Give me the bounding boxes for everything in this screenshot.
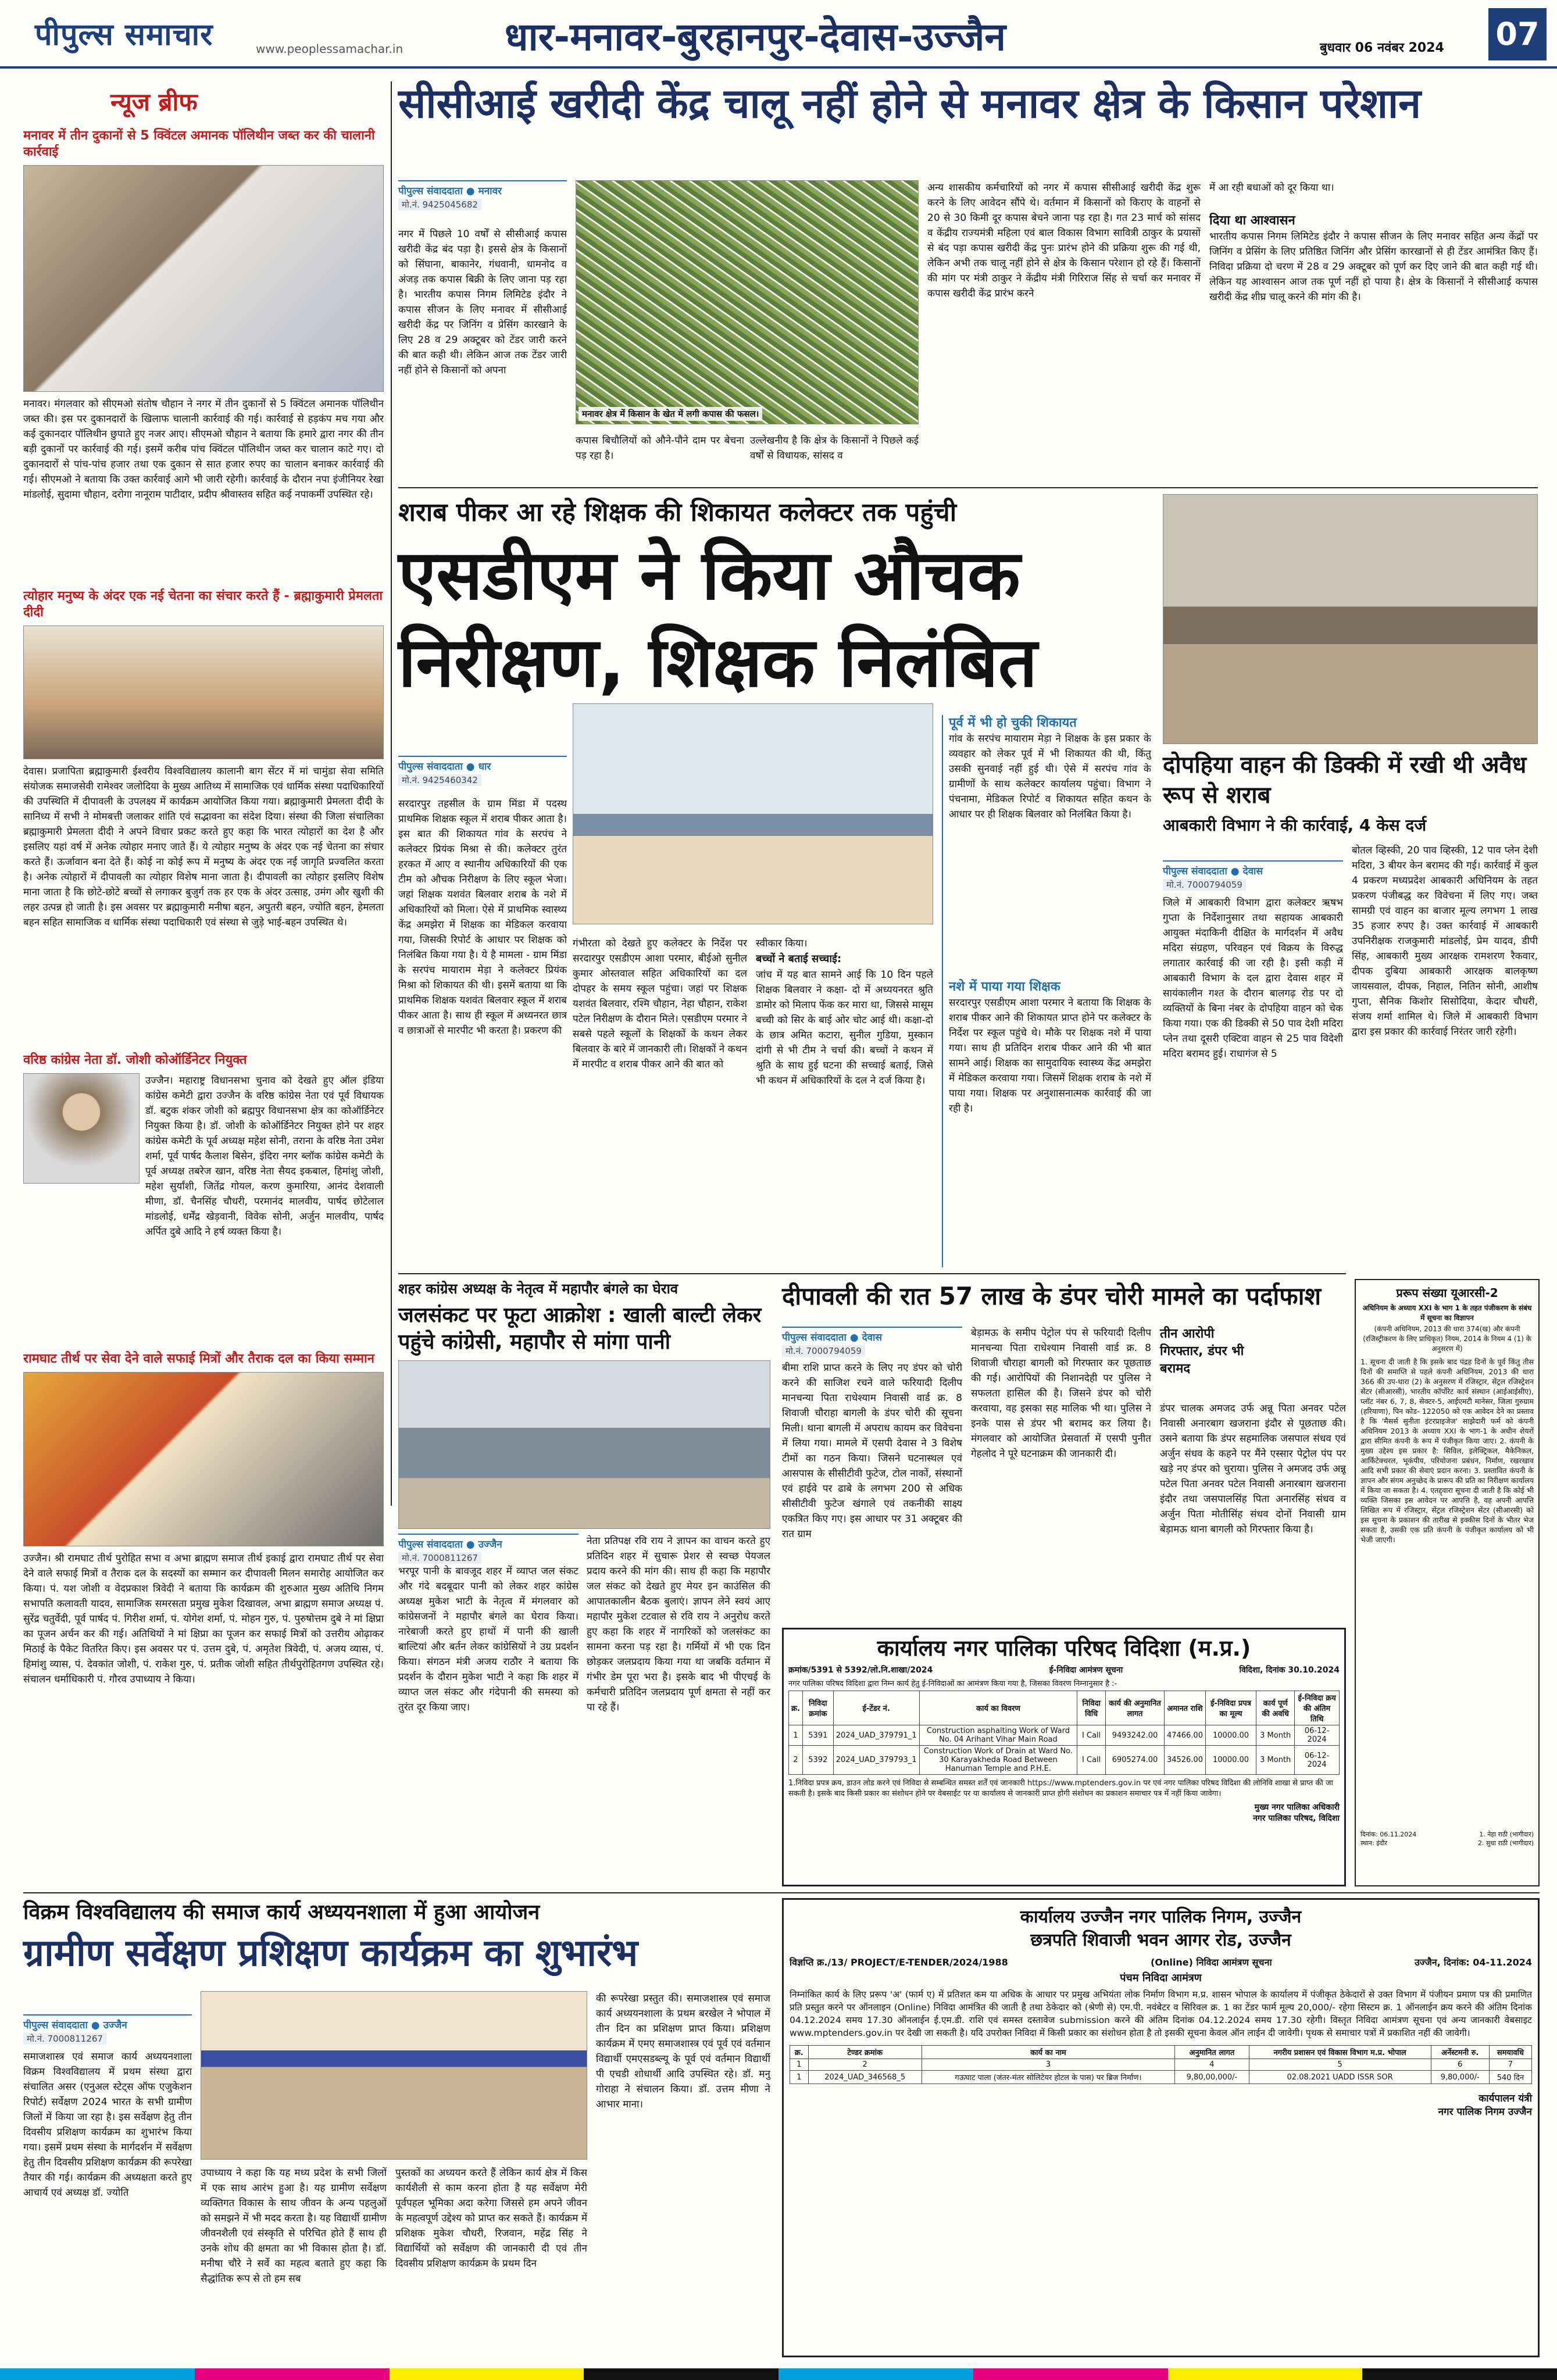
sdm-byline (398, 756, 567, 786)
top-story-col5 (1209, 180, 1538, 477)
table-row (789, 1746, 1340, 1775)
table-cell: 2 (789, 1746, 803, 1775)
table-cell: 10000.00 (1205, 1725, 1256, 1746)
ujjain-ref: विज्ञप्ति क्र./13/ PROJECT/E-TENDER/2024/1988 (790, 1957, 1008, 1968)
dumper-byline (782, 1327, 962, 1357)
box1-body: गांव के सरपंच मायाराम मेड़ा ने शिक्षक के इस प्रकार के व्यवहार को लेकर पूर्व में भी शिकायत की थी, किंतु उसकी सुनवाई नहीं हुई थी। ऐसे में सरपंच गांव के ग्रामीणों के साथ कलेक्टर कार्यालय पहुंचा। विभाग ने पंचनामा, मेडिकल रिपोर्ट व शिकायत सहित कथन के आधार पर ही शिक्षक बिलवार को निलंबित किया है। (949, 733, 1151, 820)
box1-title: पूर्व में भी हो चुकी शिकायत (949, 716, 1077, 730)
liquor-story (1163, 494, 1538, 1267)
byline-text: पीपुल्स संवाददाता ● उज्जैन (398, 1539, 502, 1550)
table-cell: 540 दिन (1489, 2071, 1531, 2084)
table-cell: 7 (1489, 2059, 1531, 2071)
dumper-headline: दीपावली की रात 57 लाख के डंपर चोरी मामले का पर्दाफाश (782, 1282, 1322, 1310)
excise-seizure-photo (1163, 494, 1538, 744)
training-photo (201, 1991, 587, 2160)
cotton-photo-caption: मनावर क्षेत्र में किसान के खेत में लगी कपास की फसल। (578, 407, 762, 421)
vidisha-header-1: निविदा क्रमांक (802, 1691, 833, 1725)
vidisha-date: विदिशा, दिनांक 30.10.2024 (1239, 1666, 1340, 1675)
brief-4-title: रामघाट तीर्थ पर सेवा देने वाले सफाई मित्रों और तैराक दल का किया सम्मान (23, 1352, 374, 1366)
ujjain-sub2: पंचम निविदा आमंत्रण (1120, 1972, 1202, 1984)
table-cell: 10000.00 (1205, 1746, 1256, 1775)
ujjain-sign-1: कार्यपालन यंत्री (1479, 2093, 1532, 2104)
brief-2-photo (23, 626, 384, 759)
table-cell: 5392 (802, 1746, 833, 1775)
urc-title: प्ररूप संख्या यूआरसी-2 (1396, 1286, 1498, 1300)
sdm-headline-1: एसडीएम ने किया औचक (398, 535, 1020, 615)
col3-subhead: बच्चों ने बताई सच्चाई: (756, 953, 842, 965)
byline-mobile: मो.नं. 7000811267 (23, 2033, 106, 2045)
top-story-col2: कपास बिचौलियों को औने-पौने दाम पर बेचना पड़ रहा है। (576, 435, 744, 462)
top-story-col4: अन्य शासकीय कर्मचारियों को नगर में कपास सीसीआई खरीदी केंद्र शुरू करने के लिए आवेदन सौंपे थे। वर्तमान में किसानों को किराए के वाहनों से 20 से 30 किमी दूर कपास बेचने जाना पड़ रहा है। गत 23 मार्च को सांसद व केंद्रीय राज्यमंत्री महिला एवं बाल विकास विभाग सावित्री ठाकुर के प्रयासों से बंद पड़ा कपास खरीदी केंद्र पुनः प्रारंभ होने की प्रक्रिया शुरू की गई थी, लेकिन अभी तक चालू नहीं होने से क्षेत्र के किसान परेशान हो रहे हैं। किसानों की मांग पर मंत्री ठाकुर ने केंद्रीय मंत्री गिरिराज सिंह से चर्चा कर मनावर में कपास खरीदी केंद्र प्रारंभ करने (927, 182, 1201, 299)
table-cell: I Call (1077, 1746, 1106, 1775)
byline-text: पीपुल्स संवाददाता ● उज्जैन (23, 2020, 127, 2031)
congress-col1: भरपूर पानी के बावजूद शहर में व्याप्त जल संकट और गंदे बदबूदार पानी को लेकर शहर कांग्रेस अध्यक्ष मुकेश भाटी के नेतृत्व में मंगलवार को कांग्रेसजनों ने महापौर बंगले का घेराव किया। नारेबाजी करते हुए हाथों में पानी की खाली बाल्टियां और बर्तन लेकर कांग्रेसियों ने उग्र प्रदर्शन किया। संगठन मंत्री अजय राठौर ने बताया कि प्रदर्शन के दौरान मुकेश भाटी ने कहा कि शहर में व्याप्त जल संकट और गंदेपानी की समस्या को तुरंत दूर किया जाए। (398, 1566, 578, 1713)
table-cell: 34526.00 (1164, 1746, 1205, 1775)
issue-date: बुधवार 06 नवंबर 2024 (1320, 41, 1444, 55)
vikram-col1: समाजशास्त्र एवं समाज कार्य अध्ययनशाला विक्रम विश्वविद्यालय में प्रथम संस्था द्वारा संचालित असर (एनुअल स्टेट्स ऑफ एजुकेशन रिपोर्ट) सर्वेक्षण 2024 भारत के सभी ग्रामीण जिलों में किया जा रहा है। इस सर्वेक्षण हेतु तीन दिवसीय प्रशिक्षण कार्यक्रम का शुभारंभ किया गया। इसमें प्रथम संस्था के मार्गदर्शन में सर्वेक्षण हेतु तीन दिवसीय प्रशिक्षण कार्यक्रम की रूपरेखा तैयार की गई। कार्यक्रम की अध्यक्षता करते हुए आचार्य एवं अध्यक्ष डॉ. ज्योति (23, 2051, 192, 2199)
table-row (789, 1725, 1340, 1746)
brief-1-body: मनावर। मंगलवार को सीएमओ संतोष चौहान ने नगर में तीन दुकानों से 5 क्विंटल अमानक पॉलिथीन जब्त की। इस पर दुकानदारों के खिलाफ चालानी कार्रवाई की गई। कार्रवाई से हड़कंप मच गया और कई दुकानदार पॉलिथीन छुपाते हुए नजर आए। सीएमओ चौहान ने बताया कि हमारे द्वारा नगर की तीन बड़ी दुकानों पर कार्रवाई की गई। इसमें करीब पांच क्विंटल पॉलिथीन जब्त कर चालान काटे गए। दो दुकानदारों से पांच-पांच हजार तथा एक दुकान से सात हजार रुपए का चालान बनाकर कार्रवाई की गई। सीएमओ ने बताया कि उक्त कार्रवाई आगे भी जारी रहेगी। कार्रवाई के दौरान नपा इंजीनियर रेखा मांडलोई, सुदामा चौहान, दरोगा नानूराम पाटीदार, प्रदीप श्रीवास्तव सहित कई नपाकर्मी उपस्थित रहे। (23, 398, 384, 501)
vidisha-header-2: ई-टेंडर नं. (833, 1691, 919, 1725)
vidisha-header-4: निविदा विधि (1077, 1691, 1106, 1725)
vidisha-header-6: अमानत राशि (1164, 1691, 1205, 1725)
ujjain-header-6: समयावधि (1489, 2046, 1531, 2059)
table-cell: 2024_UAD_346568_5 (808, 2071, 922, 2084)
byline-mobile: मो.नं. 9425045682 (398, 199, 481, 210)
urc-sub: अधिनियम के अध्याय XXI के भाग 1 के तहत पंजीकरण के संबंध में सूचना का विज्ञापन (1362, 1304, 1532, 1322)
top-story-byline (398, 180, 567, 210)
table-cell: Construction asphalting Work of Ward No. 04 Arihant Vihar Main Road (919, 1725, 1077, 1746)
vidisha-header-7: ई-निविदा प्रपत्र का मूल्य (1205, 1691, 1256, 1725)
sdm-col3 (756, 936, 933, 1262)
ujjain-subject: (Online) निविदा आमंत्रण सूचना (1151, 1957, 1272, 1968)
col5-lead: में आ रही बधाओं को दूर किया था। (1209, 182, 1334, 194)
table-cell: 5 (1249, 2059, 1431, 2071)
ujjain-title-1: कार्यालय उज्जैन नगर पालिक निगम, उज्जैन (1020, 1907, 1302, 1927)
ujjain-header-1: टेण्डर क्रमांक (808, 2046, 922, 2059)
byline-text: पीपुल्स संवाददाता ● मनावर (398, 185, 502, 197)
table-cell: गऊघाट पाला (जंतर-मंतर सोलिटेयर होटल के पास) पर ब्रिज निर्माण। (922, 2071, 1174, 2084)
sdm-kicker: शराब पीकर आ रहे शिक्षक की शिकायत कलेक्टर तक पहुंची (398, 498, 957, 527)
sdm-headline-2: निरीक्षण, शिक्षक निलंबित (398, 622, 1038, 702)
news-brief-label: न्यूज ब्रीफ (110, 88, 198, 116)
ujjain-header-0: क्र. (790, 2046, 809, 2059)
urc-date: दिनांक: 06.11.2024 (1360, 1831, 1417, 1838)
sdm-inspection-photo (573, 703, 933, 924)
table-cell: 1 (789, 1725, 803, 1746)
table-cell: 06-12-2024 (1295, 1725, 1340, 1746)
vikram-kicker: विक्रम विश्वविद्यालय की समाज कार्य अध्ययनशाला में हुआ आयोजन (23, 1900, 540, 1924)
vidisha-header-0: क्र. (789, 1691, 803, 1725)
table-cell: 2024_UAD_379793_1 (833, 1746, 919, 1775)
table-cell: 06-12-2024 (1295, 1746, 1340, 1775)
top-story-headline: सीसीआई खरीदी केंद्र चालू नहीं होने से मनावर क्षेत्र के किसान परेशान (398, 80, 1421, 127)
table-cell: 47466.00 (1164, 1725, 1205, 1746)
ujjain-header-4: नगरीय प्रशासन एवं विकास विभाग म.प्र. भोपाल (1249, 2046, 1431, 2059)
congress-kicker: शहर कांग्रेस अध्यक्ष के नेतृत्व में महापौर बंगले का घेराव (398, 1281, 678, 1297)
ujjain-tender-notice (782, 1898, 1540, 2357)
brief-2-body: देवास। प्रजापिता ब्रह्माकुमारी ईश्वरीय विश्वविद्यालय कालानी बाग सेंटर में मां चामुंडा सेवा समिति संयोजक समाजसेवी रामेश्वर जलोदिया के मुख्य आतिथ्य में सामाजिक एवं धार्मिक संस्था पदाधिकारियों की उपस्थिति में दीपावली के उपलक्ष्य में कार्यक्रम आयोजित किया गया। ब्रह्माकुमारी प्रेमलता दीदी के सानिध्य में सभी ने मोमबत्ती जलाकर शांति एवं सद्भावना का संदेश दिया। संस्था की जिला संचालिका ब्रह्माकुमारी प्रेमलता दीदी ने अपने विचार प्रकट करते हुए कहा कि भारत त्योहारों का देश है और इसलिए यहां वर्ष में अनेक त्योहार मनाए जाते हैं। ये त्योहार मनुष्य के अंदर एक नई चेतना का संचार करते हैं। ऊर्जावान बना देते हैं। कोई ना कोई रूप में मनुष्य के अंदर एक नई जागृति प्रज्वलित करता है। अनेक त्योहारों में दीपावली का त्योहार विशेष माना जाता है। दीपावली का त्योहार इसलिए विशेष माना जाता है कि छोटे-छोटे बच्चों से लगाकर बुजुर्ग तक हर एक के अंदर उत्साह, उमंग और खुशी की लहर उत्पन्न हो जाती है। इस अवसर पर ब्रह्माकुमारी मनीषा बहन, अपुतरी बहन, ज्योति बहन, हेमलता बहन सहित सामाजिक व धार्मिक संस्था पदाधिकारी एवं संस्था से जुड़े भाई-बहन उपस्थित थे। (23, 766, 384, 928)
liquor-col2: बोतल व्हिस्की, 20 पाव व्हिस्की, 12 पाव प्लेन देशी मदिरा, 3 बीयर केन बरामद की गई। कार्रवाई में कुल 4 प्रकरण मध्यप्रदेश आबकारी अधिनियम के तहत प्रकरण पंजीबद्ध कर विवेचना में लिए गए। जब्त सामग्री एवं वाहन का बाजार मूल्य लगभग 1 लाख 35 हजार रुपए है। उक्त कार्रवाई में आबकारी उपनिरीक्षक राजकुमारी मांडलोई, प्रेम यादव, डीपी सिंह, आबकारी मुख्य आरक्षक रामशरण रैकवार, दीपक दुबिया आबकारी आरक्षक बालकृष्ण जायसवाल, दीपक, निहाल, नितिन सोनी, आशीष गुप्ता, सैनिक किशोर सिसोदिया, केदार चौधरी, संजय शर्मा शामिल थे। जिले में आबकारी विभाग द्वारा इस प्रकार की कार्रवाई निरंतर जारी रहेगी। (1352, 845, 1538, 1038)
vidisha-footer: 1.निविदा प्रपत्र क्रय, डाउन लोड करने एवं निविदा से सम्बन्धित समस्त शर्तें एवं जानकारी https://www.mptenders.gov.in पर एवं नगर पालिका परिषद विदिशा की लोनिवि शाखा से प्राप्त की जा सकती है। इसके बाद किसी प्रकार का संशोधन होने पर वेबसाईट पर या कार्यालय से जानकारी प्राप्त होगी संशोधन का प्रकाशन समाचार पत्र में नहीं किया जावेगा। (788, 1779, 1333, 1798)
vikram-col4: की रूपरेखा प्रस्तुत की। समाजशास्त्र एवं समाज कार्य अध्ययनशाला के प्रथम बरखेल ने भोपाल में तीन दिन का प्रशिक्षण प्राप्त किया। प्रशिक्षण कार्यक्रम में एमए समाजशास्त्र एवं पूर्व एवं वर्तमान विद्यार्थी एमएसडब्ल्यू के पूर्व एवं वर्तमान विद्यार्थी पी एचडी शोधार्थी आदि उपस्थित रहे। डॉ. मनु गोराहा ने संचालन किया। डॉ. उत्तम मीणा ने आभार माना। (596, 1993, 770, 2110)
box2-body: सरदारपुर एसडीएम आशा परमार ने बताया कि शिक्षक के शराब पीकर आने की शिकायत प्राप्त होने पर कलेक्टर के निर्देश पर स्कूल पहुंचे थे। मौके पर शिक्षक नशे में पाया गया। साथ ही प्रतिदिन शराब पीकर आने की भी बात सामने आई। शिक्षक का सामुदायिक स्वास्थ्य केंद्र अमझेरा में मेडिकल करवाया गया। जिसमें शिक्षक शराब के नशे में पाया गया। शिक्षक पर अनुशासनात्मक कार्रवाई की जा रही है। (949, 997, 1151, 1114)
table-cell: 9493242.00 (1106, 1725, 1165, 1746)
brief-4-photo (23, 1372, 384, 1546)
dumper-story (782, 1279, 1346, 1622)
liquor-headline: दोपहिया वाहन की डिक्की में रखी थी अवैध रूप से शराब (1163, 752, 1527, 809)
table-cell: 6 (1431, 2059, 1489, 2071)
vidisha-header-9: ई-निविदा क्रय की अंतिम तिथि (1295, 1691, 1340, 1725)
table-row (790, 2059, 1532, 2071)
cotton-field-photo (576, 180, 919, 424)
ujjain-body: निम्नांकित कार्य के लिए प्ररूप 'अ' (फार्म ए) में प्रतिशत कम या अधिक के आधार पर प्रमुख अभियंता लोक निर्माण विभाग म.प्र. शासन भोपाल के कार्यालय में पंजीकृत ठेकेदारों से उक्त विभाग में पंजीयन प्रमाण पत्र की प्रमाणित प्रति प्रस्तुत करने पर ऑनलाइन (Online) निविदा आमंत्रित की जाती है तथा ठेकेदार को (श्रेणी से) एम.पी. नवंबेटर व सिरिवल क्र. 1 का टेंडर फार्म मूल्य 20,000/- रहेगा सिस्टम क्र. 1 ऑनलाईन क्रय करने की अंतिम दिनांक 04.12.2024 समय 17.30 ऑनलाईन ई.एम.डी. राशि एवं समस्त दस्तावेज submission करने की अंतिम दिनांक 04.12.2024 समय 17.30 रहेगी। विस्तृत निविदा आमंत्रण सूचना एवं अन्य जानकारी वेबसाइट www.mptenders.gov.in पर देखी जा सकती है। यदि उपरोक्त निविदा में किसी प्रकार का संशोधन होता है तो इसकी सूचना केवल ऑन लाईन दी जावेगी। पृथक से समाचार पत्रों में प्रकाशित नहीं की जावेगी। (790, 1989, 1532, 2038)
brief-1-photo (23, 165, 384, 392)
sdm-col1: सरदारपुर तहसील के ग्राम मिंडा में पदस्थ प्राथमिक शिक्षक स्कूल में शराब पीकर आता है। इस बात की शिकायत गांव के सरपंच ने कलेक्टर प्रियंक मिश्रा से की। कलेक्टर तुरंत हरकत में आए व स्थानीय अधिकारियों की एक टीम को औचक निरीक्षण के लिए स्कूल भेजा। जहां शिक्षक यशवंत बिलवार शराब के नशे में अधिकारियों को मिला। ऐसे में प्राथमिक स्वास्थ्य केंद्र अमझेरा में शिक्षक का मेडिकल करवाया गया, जिसकी रिपोर्ट के आधार पर शिक्षक को निलंबित किया गया है। ये है मामला - ग्राम मिंडा के सरपंच मायाराम मेड़ा ने कलेक्टर प्रियंक मिश्रा को शिकायत की थी। इसमें बताया था कि प्राथमिक शिक्षक यशवंत बिलवार स्कूल में शराब पीकर आता है। साथ ही स्कूल में अध्यनरत छात्र व छात्राओं से मारपीट भी करता है। प्रकरण की (398, 798, 567, 1037)
urc-place: स्थान: इंदौर (1360, 1839, 1387, 1847)
website-url[interactable]: www.peoplessamachar.in (256, 42, 403, 56)
table-cell: 9,80,00,000/- (1175, 2071, 1249, 2084)
vidisha-ref: क्रमांक/5391 से 5392/लो.नि.शाखा/2024 (788, 1666, 933, 1675)
urc-sub2: (कंपनी अधिनियम, 2013 की धारा 374(ख) और कंपनी (रजिस्ट्रीकरण के लिए प्राधिकृत) नियम, 2014 के नियम 4 (1) के अनुसरण में) (1363, 1325, 1531, 1353)
col5-body: भारतीय कपास निगम लिमिटेड इंदौर ने कपास सीजन के लिए मनावर सहित अन्य केंद्रों पर जिनिंग व प्रेसिंग के लिए प्रतिष्ठित जिनिंग और प्रेसिंग कारखानों से ही टेंडर आमंत्रित किए हैं। निविदा प्रक्रिया दो चरण में 28 व 29 अक्टूबर को पूर्ण कर दिए जाने की बात कही गई थी। लेकिन यह आश्वासन आज तक पूर्ण नहीं हो पाया है। क्षेत्र के किसानों ने सीसीआई कपास खरीदी केंद्र शीघ्र चालू करने की मांग की है। (1209, 231, 1538, 303)
vikram-col2: उपाध्याय ने कहा कि यह मध्य प्रदेश के सभी जिलों में एक साथ आरंभ हुआ है। यह ग्रामीण सर्वेक्षण व्यक्तिगत विकास के साथ जीवन के अन्य पहलुओं को समझने में भी मदद करता है। यह विद्यार्थी ग्रामीण जीवनशैली एवं संस्कृति से परिचित होते हैं साथ ही उनके शोध की क्षमता का भी विकास होता है। डॉ. मनीषा चौरे ने सर्वे का महत्व बताते हुए कहा कि सैद्धांतिक रूप से तो हम सब (201, 2167, 387, 2285)
ujjain-title-2: छत्रपति शिवाजी भवन आगर रोड, उज्जैन (1030, 1930, 1291, 1950)
byline-text: पीपुल्स संवाददाता ● देवास (1163, 866, 1263, 877)
top-story-col1: नगर में पिछले 10 वर्षों से सीसीआई कपास खरीदी केंद्र बंद पड़ा है। इससे क्षेत्र के किसानों को सिंघाना, बाकानेर, गंधवानी, धामनोद व अंजड़ तक कपास बिक्री के लिए जाना पड़ रहा है। भारतीय कपास निगम लिमिटेड इंदौर ने कपास सीजन के लिए मनावर में सीसीआई खरीदी केंद्र पर जिनिंग व प्रेसिंग कारखाने के लिए 28 व 29 अक्टूबर को टेंडर जारी करने की बात कही थी। लेकिन आज तक टेंडर जारी नहीं होने से किसानों को अपना (398, 228, 567, 376)
congress-headline: जलसंकट पर फूटा आक्रोश : खाली बाल्टी लेकर पहुंचे कांग्रेसी, महापौर से मांगा पानी (398, 1303, 762, 1354)
table-cell: 1 (790, 2059, 809, 2071)
table-row (790, 2071, 1532, 2084)
masthead (0, 0, 1557, 69)
ujjain-header-5: अर्नेस्टमनी रु. (1431, 2046, 1489, 2059)
table-cell: 3 Month (1256, 1746, 1295, 1775)
vidisha-tender-table (788, 1691, 1340, 1775)
liquor-byline (1163, 860, 1343, 891)
urc-body: 1. सूचना दी जाती है कि इसके बाद पंद्रह दिनों के पूर्व किंतु तीस दिनों की समाप्ति से पहले कंपनी अधिनियम, 2013 की धारा 366 की उप-धारा (2) के अनुसरण में रजिस्ट्रार, सेंट्रल रजिस्ट्रेशन सेंटर (सीआरसी), भारतीय कॉर्पोरेट कार्य संस्थान (आईआईसीए), प्लॉट नंबर 6, 7, 8, सेक्टर-5, आईएमटी मानेसर, जिला गुरुग्राम (हरियाणा), पिन कोड- 122050 को एक आवेदन देने का प्रस्ताव है कि 'मैसर्स सुनीता इंटरप्राइजेज' साझेदारी फर्म को कंपनी अधिनियम 2013 के अध्याय XXI के भाग-1 के अधीन शेयरों द्वारा सीमित कंपनी के रूप में पंजीकृत किया जाए। 2. कंपनी के मुख्य उद्देश्य इस प्रकार है: सिविल, इलेक्ट्रिकल, मैकेनिकल, आर्किटेक्चरल, भूकंपीय, परियोजना प्रबंधन, निर्माण, रखरखाव आदि सभी प्रकार की सेवाएं प्रदान करना। 3. प्रस्तावित कंपनी के ज्ञापन और संगम अनुच्छेद के प्रारूप की प्रति का निरीक्षण कार्यालय में किया जा सकता है। 4. एतद्द्वारा सूचना दी जाती है कि कोई भी व्यक्ति जिसका इस आवेदन पर आपत्ति है, वह अपनी आपत्ति लिखित रूप में रजिस्ट्रार, सेंट्रल रजिस्ट्रेशन सेंटर (सीआरसी) को इस सूचना के प्रकाशन की तारीख से इक्कीस दिनों के भीतर भेज सकता है, उसकी एक प्रति कंपनी के पंजीकृत कार्यालय को भी भेजी जाएगी। (1360, 1357, 1534, 1544)
page-number: 07 (1488, 8, 1547, 60)
vidisha-sign-2: नगर पालिका परिषद, विदिशा (1253, 1814, 1340, 1823)
ujjain-header-3: अनुमानित लागत (1175, 2046, 1249, 2059)
congress-col2: नेता प्रतिपक्ष रवि राय ने ज्ञापन का वाचन करते हुए प्रतिदिन शहर में सुचारू प्रेशर से स्वच्छ पेयजल प्रदाय करने की मांग की। साथ ही कहा कि महापौर जल संकट को देखते हुए मेयर इन काउंसिल की आपातकालीन बैठक बुलाएं। ज्ञापन लेने स्वयं आए महापौर मुकेश टटवाल से रवि राय ने अनुरोध करते हुए कहा कि शहर में नागरिकों को जलसंकट का सामना करना पड़ रहा है। गर्मियों में भी एक दिन छोड़कर जलप्रदाय किया गया था जबकि वर्तमान में गंभीर डेम पूरा भरा है। इसके बाद भी पीएचई के कर्मचारी प्रतिदिन जलप्रदाय पूर्ण क्षमता से नहीं कर पा रहे हैं। (587, 1535, 770, 1713)
vikram-col3: पुस्तकों का अध्ययन करते हैं लेकिन कार्य क्षेत्र में किस कार्यशैली से काम करना होता है यह सर्वेक्षण मेरी पूर्वपहल भूमिका अदा करेगा जिससे हम अपने जीवन के महत्वपूर्ण उद्देश्य को प्राप्त कर सकते हैं। कार्यक्रम में प्रशिक्षक मुकेश चौधरी, रिजवान, महेंद्र सिंह ने विद्यार्थियों को सर्वेक्षण की जानकारी दी एवं तीन दिवसीय प्रशिक्षण कार्यक्रम के प्रथम दिन (395, 2167, 587, 2270)
top-story (398, 76, 1538, 483)
table-cell: I Call (1077, 1725, 1106, 1746)
protest-photo (398, 1360, 770, 1529)
box2-title: नशे में पाया गया शिक्षक (949, 980, 1060, 994)
table-cell: 3 Month (1256, 1725, 1295, 1746)
brief-3-title: वरिष्ठ कांग्रेस नेता डॉ. जोशी कोऑर्डिनेटर नियुक्त (23, 1053, 247, 1067)
column-divider (391, 81, 392, 1506)
brief-2-title: त्योहार मनुष्य के अंदर एक नई चेतना का संचार करते हैं - ब्रह्माकुमारी प्रेमलता दीदी (23, 589, 383, 620)
byline-mobile: मो.नं. 9425460342 (398, 774, 481, 786)
dumper-col3: डंपर चालक अमजद उर्फ अन्नू पिता अनवर पटेल निवासी अनारबाग खजराना इंदौर से पूछताछ की। उसने बताया कि डंपर सहमालिक जसपाल संधव एवं अर्जुन संधव के कहने पर मैंने एस्सार पेट्रोल पंप पर खड़े नए डंपर को चुराया। पुलिस ने अमजद उर्फ अन्नू पटेल पिता अनवर पटेल निवासी अनारबाग खजराना इंदौर तथा जसपालसिंह पिता अनारसिंह संधव व अर्जुन पिता मोतीसिंह संधव दोनों निवासी ग्राम बेड़ामऊ थाना बागली को गिरफ्तार किया है। (1160, 1403, 1346, 1535)
vidisha-header-3: कार्य का विवरण (919, 1691, 1077, 1725)
byline-mobile: मो.नं. 7000794059 (782, 1345, 865, 1357)
vikram-byline (23, 2014, 192, 2045)
table-cell: 2024_UAD_379791_1 (833, 1725, 919, 1746)
ujjain-sign-2: नगर पालिक निगम उज्जैन (1438, 2106, 1532, 2118)
byline-mobile: मो.नं. 7000811267 (398, 1552, 481, 1564)
table-cell: 9,80,000/- (1431, 2071, 1489, 2084)
vidisha-subject: ई-निविदा आमंत्रण सूचना (1049, 1666, 1123, 1675)
dumper-col1: बीमा राशि प्राप्त करने के लिए नए डंपर को चोरी करने की साजिश रचने वाले फरियादी दिलीप मानचन्या पिता राधेश्याम निवासी वार्ड क्र. 8 शिवाजी चौराहा बागली के डंपर चोरी की सूचना मिली। थाना बागली में अपराध कायम कर विवेचना में लिया गया। मामले में एसपी देवास ने 3 विशेष टीमों का गठन किया। जिसने घटनास्थल एवं आसपास के सीसीटीवी फुटेज, टोल नाकों, संस्थानों एवं हाईवे पर ढाबे के लगभग 200 से अधिक सीसीटीवी फुटेज खंगाले एवं तकनीकी साक्ष्य एकत्रित किए गए। इस आधार पर 31 अक्टूबर की रात ग्राम (782, 1362, 962, 1540)
byline-text: पीपुल्स संवाददाता ● देवास (782, 1332, 882, 1343)
vidisha-header-8: कार्य पूर्ण की अवधि (1256, 1691, 1295, 1725)
col3-lead: स्वीकार किया। (756, 938, 808, 949)
table-cell: 6905274.00 (1106, 1746, 1165, 1775)
sdm-box-previous-complaint (942, 715, 1151, 1267)
urc-sign-2: 2. सुधा राठी (भागीदार) (1477, 1839, 1534, 1847)
dumper-arrest-box: तीन आरोपी गिरफ्तार, डंपर भी बरामद (1160, 1327, 1244, 1376)
vikram-story (23, 1898, 773, 2363)
section-divider (23, 1892, 1540, 1893)
brand-logo: पीपुल्स समाचार (35, 17, 213, 52)
ujjain-date: उज्जैन, दिनांक: 04-11.2024 (1414, 1957, 1532, 1968)
table-cell: 5391 (802, 1725, 833, 1746)
section-divider (398, 1273, 1346, 1274)
byline-mobile: मो.नं. 7000794059 (1163, 879, 1246, 891)
liquor-col1: जिले में आबकारी विभाग द्वारा कलेक्टर ऋषभ गुप्ता के निर्देशानुसार तथा सहायक आबकारी आयुक्त मंदाकिनी दीक्षित के मार्गदर्शन में अवैध मदिरा संग्रहण, परिवहन एवं विक्रय के विरुद्ध लगातार कार्रवाई की जा रही है। इसी कड़ी में आबकारी विभाग के दल द्वारा देवास शहर में सायंकालीन गश्त के दौरान बालगढ़ रोड पर दो व्यक्तियों के बिना नंबर के दोपहिया वाहन को चेक किया गया। एक की डिक्की से 50 पाव देशी मदिरा प्लेन तथा दूसरी एक्टिवा वाहन से 25 पाव विदेशी मदिरा बरामद हुई। राधागंज से 5 (1163, 897, 1343, 1060)
byline-text: पीपुल्स संवाददाता ● धार (398, 761, 491, 773)
region-title: धार-मनावर-बुरहानपुर-देवास-उज्जैन (505, 15, 1006, 59)
table-cell: 1 (790, 2071, 809, 2084)
table-cell: 4 (1175, 2059, 1249, 2071)
sdm-story (398, 494, 1154, 1267)
sdm-col2: गंभीरता को देखते हुए कलेक्टर के निर्देश पर सरदारपुर एसडीएम आशा परमार, बीईओ सुनील कुमार ओस्तवाल सहित अधिकारियों का दल दोपहर के समय स्कूल पहुंचा। जहां पर शिक्षक यशवंत बिलवार, रश्मि चौहान, नेहा चौहान, राकेश पटेल निरीक्षण के दौरान मिले। एसडीएम परमार ने सबसे पहले स्कूलों के शिक्षकों के कथन लेकर बिलवार के बारे में जानकारी ली। शिक्षकों ने कथन में मारपीट व शराब पीकर आने की बात को (573, 938, 747, 1070)
col3-body: जांच में यह बात सामने आई कि 10 दिन पहले शिक्षक बिलवार ने कक्षा- दो में अध्ययनरत श्रुति डामोर को मिलाप फेंक कर मारा था, जिससे मासूम बच्ची को सिर के बाई ओर चोट आई थी। कक्षा-दो के छात्र अमित कटारा, सुनील गुडिया, मुस्कान दांगी से भी टीम ने चर्चा की। बच्चों ने कथन में श्रुति के साथ हुई घटना की सच्चाई बताई, जिसे भी कथन में अधिकारियों के दल ने दर्ज किया है। (756, 969, 933, 1087)
table-cell: 3 (922, 2059, 1174, 2071)
col5-subhead: दिया था आश्वासन (1209, 213, 1295, 228)
brief-4-body: उज्जैन। श्री रामघाट तीर्थ पुरोहित सभा व अभा ब्राह्मण समाज तीर्थ इकाई द्वारा रामघाट तीर्थ पर सेवा देने वाले सफाई मित्रों व तैराक दल के सदस्यों का सम्मान कर दीपावली मिलन समारोह आयोजित कर किया। पं. यश जोशी व वेदप्रकाश त्रिवेदी ने बताया कि कार्यक्रम की शुरुआत मुख्य अतिथि निगम सभापति कलावती यादव, सामाजिक समरसता प्रमुख मुकेश दिखावल, अभा ब्राह्मण समाज अध्यक्ष पं. सुरेंद्र चतुर्वेदी, पूर्व पार्षद पं. गिरीश शर्मा, पं. योगेश शर्मा, पं. मोहन गुरु, पं. पुरुषोत्तम दुबे ने मां क्षिप्रा का पूजन अर्चन कर की गई। अतिथियों ने मां क्षिप्रा का पूजन कर सफाई मित्रों को उत्तरीय ओढ़ाकर मिठाई के पैकेट वितरित किए। इस अवसर पर पं. उत्तम दुबे, पं. अमृतेश त्रिवेदी, पं. अजय व्यास, पं. हिमांशु व्यास, पं. देवकांत जोशी, पं. राकेश गुरु, पं. प्रतीक जोशी सहित तीर्थपुरोहितगण उपस्थित रहे। संचालन धर्माधिकारी पं. गौरव उपाध्याय ने किया। (23, 1553, 384, 1685)
urc-sign-1: 1. नेहा राठी (भागीदार) (1479, 1831, 1534, 1838)
brief-1-title: मनावर में तीन दुकानों से 5 क्विंटल अमानक पॉलिथीन जब्त कर की चालानी कार्रवाई (23, 128, 375, 159)
congress-byline (398, 1534, 578, 1564)
ujjain-header-2: कार्य का नाम (922, 2046, 1174, 2059)
brief-3-photo (23, 1073, 140, 1184)
table-cell: 2 (808, 2059, 922, 2071)
vidisha-intro: नगर पालिका परिषद विदिशा द्वारा निम्न कार्य हेतु ई-निविदाओं का आमंत्रण किया गया है, जिसका विवरण निम्नानुसार है :- (788, 1679, 1117, 1688)
dumper-col2: बेड़ामऊ के समीप पेट्रोल पंप से फरियादी दिलीप मानचन्या पिता राधेश्याम निवासी वार्ड क्र. 8 शिवाजी चौराहा बागली को गिरफ्तार कर पूछताछ की गई। आरोपियों की निशानदेही पर पुलिस ने सफलता हासिल की है। जिसने डंपर को चोरी करवाया, वह इसका सह मालिक भी था। पुलिस ने इनके पास से डंपर भी बरामद कर लिया है। मंगलवार को आयोजित प्रेसवार्ता में एसपी पुनीत गेहलोद ने पूरे घटनाक्रम की जानकारी दी। (971, 1327, 1151, 1460)
vidisha-tender-notice (782, 1628, 1346, 1886)
table-cell: 02.08.2021 UADD ISSR SOR (1249, 2071, 1431, 2084)
vidisha-sign-1: मुख्य नगर पालिका अधिकारी (1254, 1803, 1340, 1812)
vikram-headline: ग्रामीण सर्वेक्षण प्रशिक्षण कार्यक्रम का शुभारंभ (23, 1932, 638, 1975)
congress-story (398, 1279, 770, 1860)
vidisha-header-5: कार्य की अनुमानित लागत (1106, 1691, 1165, 1725)
ujjain-tender-table (790, 2045, 1532, 2084)
public-notice-urc2 (1355, 1279, 1540, 1886)
top-story-col3: उल्लेखनीय है कि क्षेत्र के किसानों ने पिछले कई वर्षों से विधायक, सांसद व (750, 435, 919, 462)
brief-3-body: उज्जैन। महाराष्ट्र विधानसभा चुनाव को देखते हुए ऑल इंडिया कांग्रेस कमेटी द्वारा उज्जैन के वरिष्ठ कांग्रेस नेता एवं पूर्व विधायक डॉ. बटुक शंकर जोशी को ब्रह्मपुर विधानसभा क्षेत्र का कोऑर्डिनेटर नियुक्त किया है। डॉ. जोशी के कोऑर्डिनेटर नियुक्त होने पर शहर कांग्रेस कमेटी के पूर्व अध्यक्ष महेश सोनी, तराना के वरिष्ठ नेता उमेश शर्मा, पूर्व पार्षद कैलाश बिसेन, इंदिरा नगर ब्लॉक कांग्रेस कमेटी के पूर्व अध्यक्ष तबरेज खान, वरिष्ठ नेता सैयद इकबाल, हिमांशु जोशी, महेश सुर्यांशी, जितेंद्र गोयल, करण कुमारिया, आनंद देशवाली मीणा, डॉ. चैनसिंह चौधरी, परमानंद मालवीय, पार्षद छोटेलाल मांडलोई, धर्मेंद्र खेड़वानी, विवेक सोनी, अर्जुन मालवीय, पार्षद अर्पित दुबे आदि ने हर्ष व्यक्त किया है। (145, 1075, 384, 1238)
color-registration-strip (0, 2368, 1557, 2380)
table-cell: Construction Work of Drain at Ward No. 30 Karayakheda Road Between Hanuman Temple and P.H.E. (919, 1746, 1077, 1775)
liquor-subhead: आबकारी विभाग ने की कार्रवाई, 4 केस दर्ज (1163, 816, 1427, 835)
section-divider (398, 487, 1538, 488)
vidisha-notice-title: कार्यालय नगर पालिका परिषद विदिशा (म.प्र.) (877, 1635, 1251, 1661)
